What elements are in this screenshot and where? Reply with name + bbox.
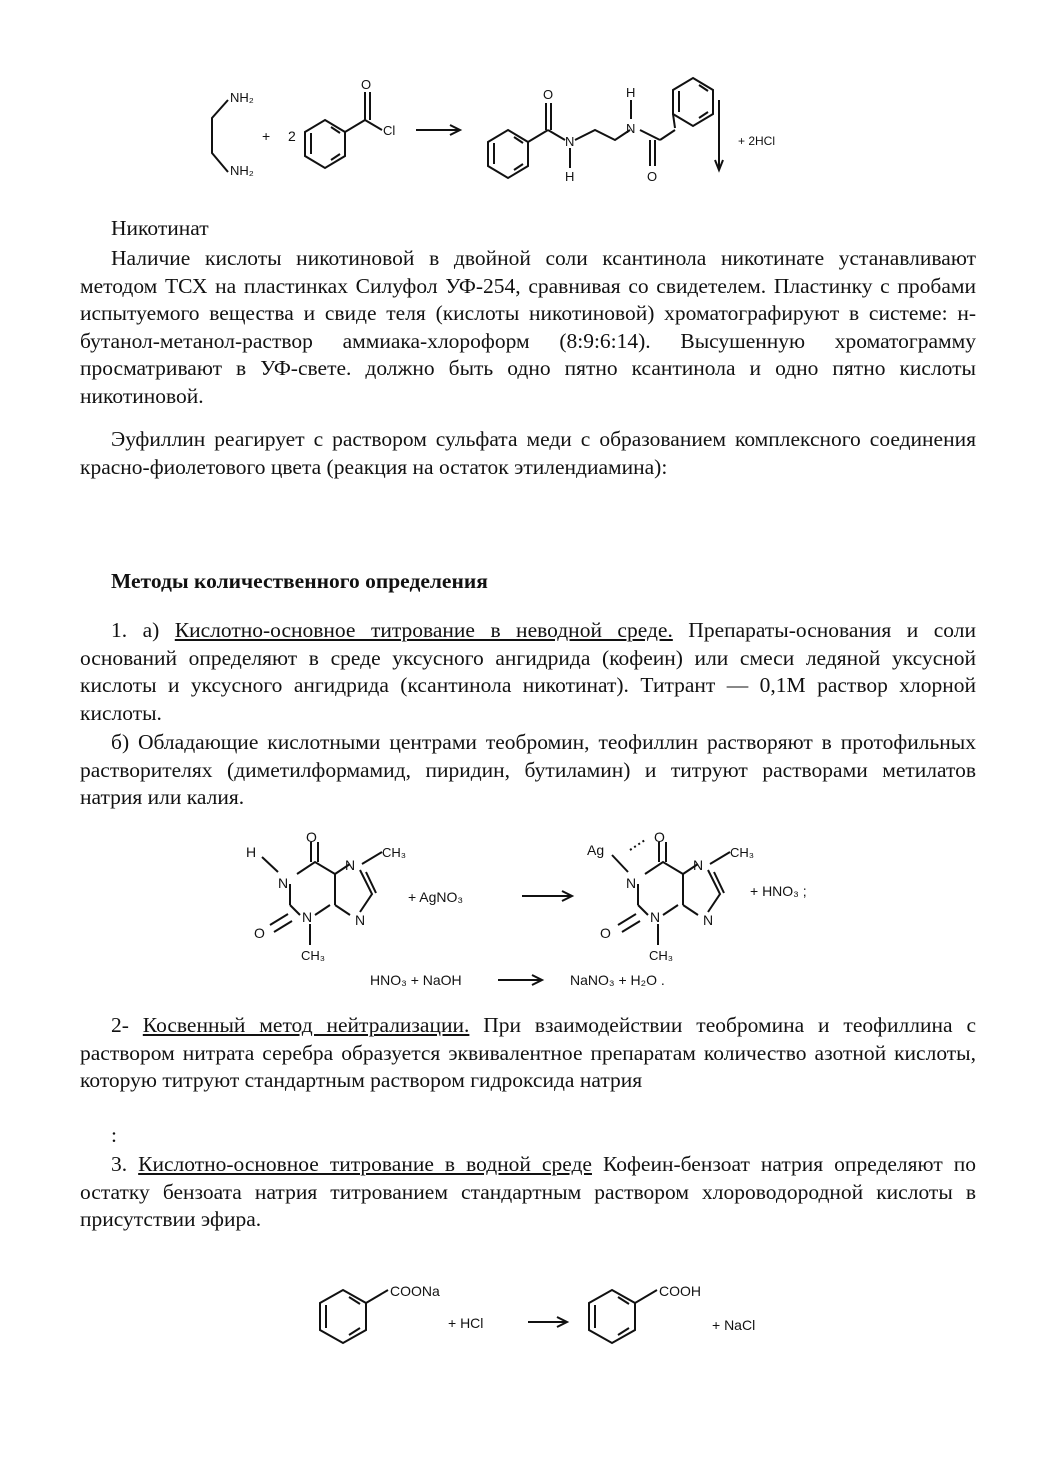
chlorine-label: Cl [383, 123, 396, 138]
colon-line: : [111, 1123, 117, 1147]
method-2-title: Косвенный метод нейтрализации. [142, 1013, 470, 1037]
product-hydrogen-right: H [626, 85, 636, 100]
hydrogen-label: H [246, 844, 257, 860]
reagent-agno3: + AgNO₃ [408, 889, 464, 905]
method-3-title: Кислотно-основное титрование в водной среде [138, 1152, 592, 1176]
nitrogen-1: N [278, 875, 289, 891]
method-1a-title: Кислотно-основное титрование в неводной среде. [174, 618, 673, 642]
nh2-top-label: NH₂ [230, 90, 254, 105]
nh2-bottom-label: NH₂ [230, 163, 254, 178]
product-nitrogen-1: N [626, 875, 637, 891]
silver-label: Ag [587, 842, 605, 858]
equation-2-left: HNO₃ + NaOH [370, 972, 462, 988]
product-methyl-bottom: CH₃ [649, 948, 674, 963]
nitrogen-3: N [302, 909, 313, 925]
method-2-prefix: 2- [111, 1013, 143, 1037]
product-carbonyl-oxygen-left: O [600, 925, 611, 941]
nitrogen-7: N [345, 857, 356, 873]
product-nitrogen-3: N [650, 909, 661, 925]
method-3-prefix: 3. [111, 1152, 139, 1176]
hcl-reagent: + HCl [448, 1315, 484, 1331]
equation-2-right: NaNO₃ + H₂O . [570, 972, 665, 988]
cooh-label: COOH [659, 1283, 701, 1299]
product-methyl-top: CH₃ [730, 845, 755, 860]
product-nitrogen-left: N [565, 134, 575, 149]
method-1a-text: Препараты-основания и соли оснований определяют в среде уксусного ангидрида (кофеин) или смеси ледяной уксусной кислоты и уксусного ангидрида (ксантинола никотинат). Титрант — 0,1М раствор хлорной кислоты. [80, 618, 976, 725]
nacl-byproduct: + NaCl [712, 1317, 756, 1333]
product-nitrogen-right: N [626, 121, 636, 136]
hcl-byproduct: + 2HCl [738, 134, 776, 148]
section-title-nicotinate: Никотинат [111, 216, 209, 240]
method-1a-prefix: 1. а) [111, 618, 175, 642]
paragraph-nicotinate-text: Наличие кислоты никотиновой в двойной соли ксантинола никотинате устанавливают методом ТСХ на пластинках Силуфол УФ-254, сравнивая со свидетелем. Пластинку с пробами испытуемого вещества и свиде теля (кислоты никотиновой) хроматографируют в системе: н-бутанол-метанол-раствор аммиака-хлороформ (8:9:6:14). Высушенную хроматограмму просматривают в УФ-свете. должно быть одно пятно ксантинола и одно пятно кислоты никотиновой. [80, 246, 976, 408]
nitrogen-9: N [355, 912, 366, 928]
method-2-text: При взаимодействии теобромина и теофиллина с раствором нитрата серебра образуется эквивалентное препаратам количество азотной кислоты, которую титруют стандартным раствором гидроксида натрия [80, 1013, 976, 1093]
methyl-bottom: CH₃ [301, 948, 326, 963]
coefficient: 2 [288, 128, 296, 144]
oxygen-label: O [361, 77, 372, 92]
product-nitrogen-7: N [693, 857, 704, 873]
methyl-top: CH₃ [382, 845, 407, 860]
product-oxygen-left: O [543, 87, 554, 102]
method-3-text: Кофеин-бензоат натрия определяют по остатку бензоата натрия титрованием стандартным раствором хлороводородной кислоты в присутствии эфира. [80, 1152, 976, 1232]
plus-sign: + [262, 128, 271, 144]
product-hydrogen-left: H [565, 169, 575, 184]
product-oxygen-right: O [647, 169, 658, 184]
carbonyl-oxygen-top: O [306, 829, 317, 845]
carbonyl-oxygen-left: O [254, 925, 265, 941]
byproduct-hno3: + HNO₃ ; [750, 883, 807, 899]
method-1b-text: б) Обладающие кислотными центрами теобромин, теофиллин растворяют в протофильных растворителях (диметилформамид, пиридин, бутиламин) и титруют растворами метилатов натрия или калия. [80, 730, 976, 810]
product-nitrogen-9: N [703, 912, 714, 928]
product-carbonyl-oxygen-top: O [654, 829, 665, 845]
paragraph-euphyllin-text: Эуфиллин реагирует с раствором сульфата меди с образованием комплексного соединения красно-фиолетового цвета (реакция на остаток этилендиамина): [80, 427, 976, 479]
section-heading-methods: Методы количественного определения [111, 569, 488, 593]
coona-label: COONa [390, 1283, 440, 1299]
